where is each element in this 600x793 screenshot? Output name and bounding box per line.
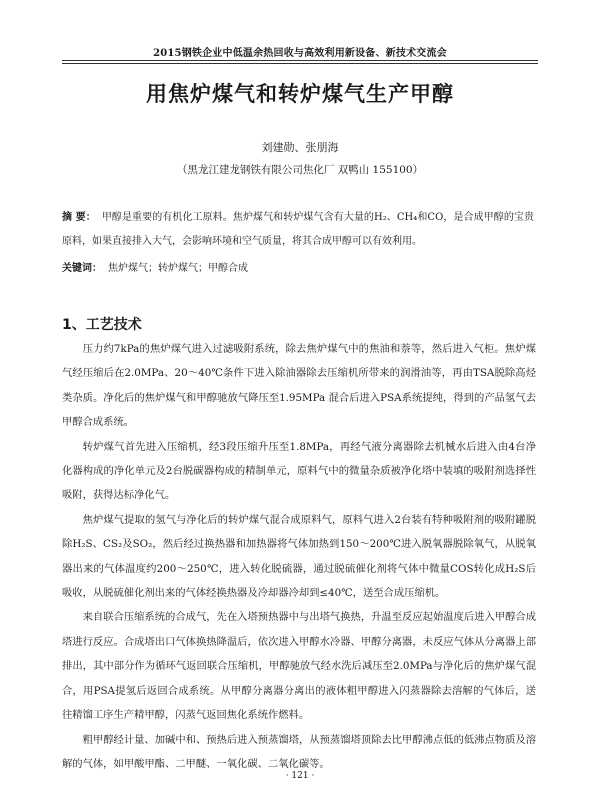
body-paragraph: 粗甲醇经计量、加碱中和、预热后进入预蒸馏塔，从预蒸馏塔顶除去比甲醇沸点低的低沸点物质及溶解的气体，如甲酸甲酯、二甲醚、一氧化碳、二氧化碳等。 — [62, 733, 536, 770]
keywords — [62, 259, 534, 274]
body-paragraph: 来自联合压缩系统的合成气，先在入塔预热器中与出塔气换热，升温至反应起始温度后进入甲醇合成塔进行反应。合成塔出口气体换热降温后，依次进入甲醇水冷器、甲醇分离器，未反应气体从分离器上部排出，其中部分作为循环气返回联合压缩机，甲醇驰放气经水洗后减压至2.0MPa与净化后的焦炉煤气混合，用PSA提氢后返回合成系统。从甲醇分离器分离出的液体粗甲醇进入闪蒸器除去溶解的气体后，送往精馏工序生产精甲醇，闪蒸气返回焦化系统作燃料。 — [62, 611, 536, 722]
section-body — [62, 337, 536, 776]
abstract-text: 甲醇是重要的有机化工原料。焦炉煤气和转炉煤气含有大量的H₂、CH₄和CO，是合成甲醇的宝贵原料，如果直接排入大气，会影响环境和空气质量，将其合成甲醇可以有效利用。 — [62, 212, 534, 247]
abstract — [62, 206, 534, 254]
header-rule-top — [62, 60, 538, 61]
keywords-text: 焦炉煤气；转炉煤气；甲醇合成 — [108, 263, 248, 274]
paper-affiliation: （黑龙江建龙钢铁有限公司焦化厂 双鸭山 155100） — [176, 164, 424, 176]
abstract-label: 摘 要： — [62, 212, 96, 223]
body-paragraph: 焦炉煤气提取的氢气与净化后的转炉煤气混合成原料气，原料气进入2台装有特种吸附剂的吸附罐脱除H₂S、CS₂及SO₂，然后经过换热器和加热器将气体加热到150～200℃进入脱氧器脱除氧气，从脱氧器出来的气体温度约200～250℃，进入转化脱硫器，通过脱硫催化剂将气体中微量COS转化成H₂S后吸收，从脱硫催化剂出来的气体经换热器及冷却器冷却到≤40℃，送至合成压缩机。 — [62, 513, 536, 600]
body-paragraph: 压力约7kPa的焦炉煤气进入过滤吸附系统，除去焦炉煤气中的焦油和萘等，然后进入气柜。焦炉煤气经压缩后在2.0MPa、20～40℃条件下进入除油器除去压缩机所带来的润滑油等，再由TSA脱除高烃类杂质。净化后的焦炉煤气和甲醇驰放气降压至1.95MPa 混合后进入PSA系统提纯，得到的产品氢气去甲醇合成系统。 — [62, 343, 536, 429]
page-number: · 121 · — [285, 771, 315, 781]
paper-title: 用焦炉煤气和转炉煤气生产甲醇 — [146, 82, 454, 106]
body-paragraph: 转炉煤气首先进入压缩机，经3段压缩升压至1.8MPa，再经气液分离器除去机械水后进入由4台净化器构成的净化单元及2台脱碳器构成的精制单元，原料气中的微量杂质被净化塔中装填的吸附剂选择性吸附，获得达标净化气。 — [62, 440, 536, 502]
paper-authors: 刘建勋、张朋海 — [261, 141, 339, 154]
keywords-label: 关键词： — [62, 263, 102, 274]
header-rule-bottom — [62, 63, 538, 64]
section-heading: 1、工艺技术 — [62, 317, 142, 333]
running-header: 2015钢铁企业中低温余热回收与高效利用新设备、新技术交流会 — [153, 48, 447, 59]
